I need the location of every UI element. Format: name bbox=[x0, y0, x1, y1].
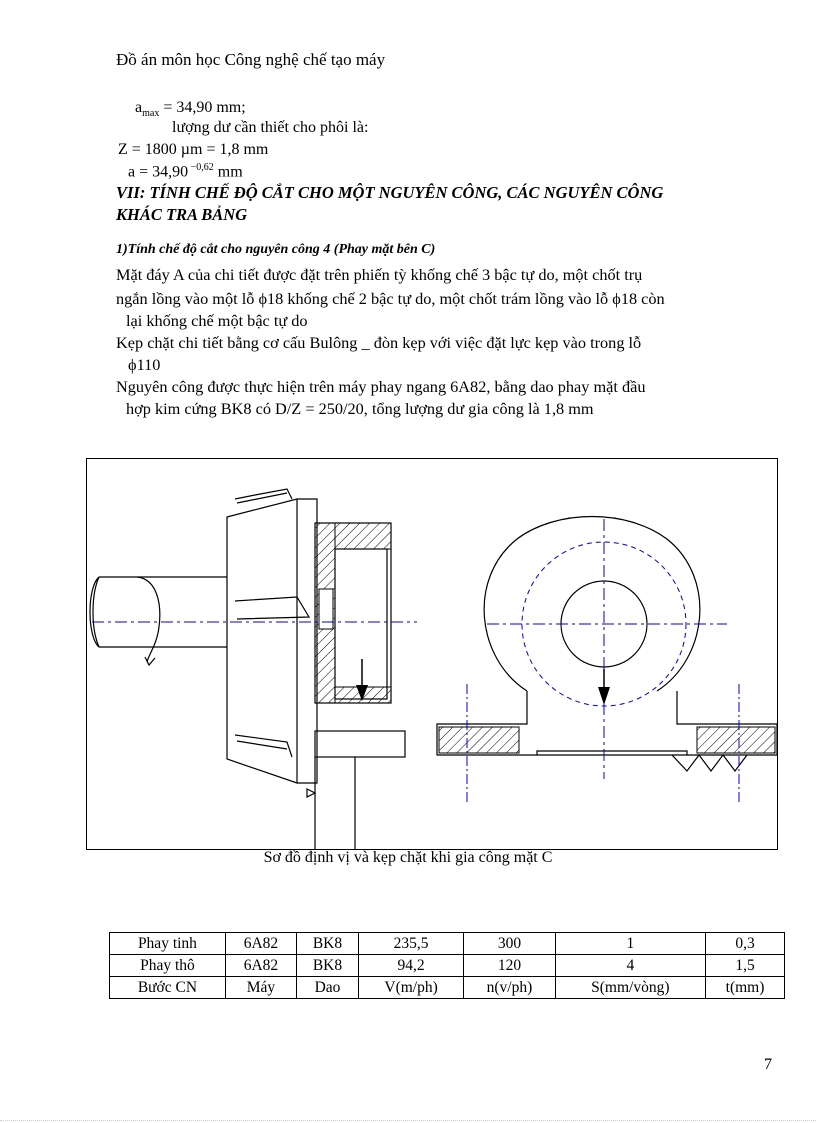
table-cell: Phay tinh bbox=[110, 933, 226, 955]
table-cell: 120 bbox=[464, 955, 555, 977]
table-cell: 6A82 bbox=[225, 933, 296, 955]
paragraph-line: ϕ110 bbox=[128, 355, 161, 374]
table-cell: 1,5 bbox=[706, 955, 785, 977]
cutting-parameters-table bbox=[109, 932, 785, 999]
a-value: a = 34,90 bbox=[128, 163, 189, 181]
table-cell: BK8 bbox=[297, 955, 359, 977]
amax-value: = 34,90 mm; bbox=[159, 99, 246, 116]
table-row bbox=[110, 933, 785, 955]
table-cell: n(v/ph) bbox=[464, 977, 555, 999]
table-cell: 1 bbox=[555, 933, 705, 955]
table-cell: S(mm/vòng) bbox=[555, 977, 705, 999]
table-cell: 0,3 bbox=[706, 933, 785, 955]
z-line: Z = 1800 µm = 1,8 mm bbox=[118, 141, 269, 158]
table-cell: Bước CN bbox=[110, 977, 226, 999]
table-cell: 4 bbox=[555, 955, 705, 977]
table-row bbox=[110, 955, 785, 977]
paragraph-line: Kẹp chặt chi tiết bằng cơ cấu Bulông _ đòn kẹp với việc đặt lực kẹp vào trong lỗ bbox=[116, 333, 642, 352]
table-cell: 6A82 bbox=[225, 955, 296, 977]
a-unit: mm bbox=[213, 163, 243, 181]
section-title-1: VII: TÍNH CHẾ ĐỘ CẮT CHO MỘT NGUYÊN CÔNG, CÁC NGUYÊN CÔNG bbox=[116, 183, 664, 202]
table-cell: V(m/ph) bbox=[358, 977, 463, 999]
section-title-2: KHÁC TRA BẢNG bbox=[116, 205, 248, 224]
a-tolerance: −0,62 bbox=[188, 162, 214, 173]
paragraph-line: lại khống chế một bậc tự do bbox=[126, 311, 308, 330]
amax-subscript: max bbox=[142, 108, 160, 120]
table-row bbox=[110, 977, 785, 999]
page-number: 7 bbox=[764, 1056, 772, 1073]
figure-caption: Sơ đồ định vị và kẹp chặt khi gia công mặt C bbox=[263, 849, 553, 866]
table-cell: Máy bbox=[225, 977, 296, 999]
page-header: Đồ án môn học Công nghệ chế tạo máy bbox=[116, 50, 386, 69]
table-cell: BK8 bbox=[297, 933, 359, 955]
table-cell: Dao bbox=[297, 977, 359, 999]
fixture-diagram bbox=[86, 458, 778, 850]
page-footer-divider bbox=[0, 1120, 816, 1121]
table-cell: 300 bbox=[464, 933, 555, 955]
paragraph-line: Mặt đáy A của chi tiết được đặt trên phiến tỳ khống chế 3 bậc tự do, một chốt trụ bbox=[116, 265, 643, 284]
table-cell: Phay thô bbox=[110, 955, 226, 977]
subsection-title: 1)Tính chế độ cắt cho nguyên công 4 (Phay mặt bên C) bbox=[116, 242, 436, 257]
a-line bbox=[128, 162, 243, 181]
table-cell: 94,2 bbox=[358, 955, 463, 977]
paragraph-line: ngắn lồng vào một lỗ ϕ18 khống chế 2 bậc tự do, một chốt trám lồng vào lỗ ϕ18 còn bbox=[116, 289, 665, 308]
paragraph-line: hợp kim cứng BK8 có D/Z = 250/20, tổng lượng dư gia công là 1,8 mm bbox=[126, 399, 594, 418]
amax-line bbox=[135, 99, 246, 119]
table-cell: t(mm) bbox=[706, 977, 785, 999]
allowance-text: lượng dư cần thiết cho phôi là: bbox=[172, 119, 369, 136]
paragraph-line: Nguyên công được thực hiện trên máy phay ngang 6A82, bằng dao phay mặt đầu bbox=[116, 377, 646, 396]
amax-symbol: a bbox=[135, 99, 143, 116]
table-cell: 235,5 bbox=[358, 933, 463, 955]
fixture-drawing bbox=[87, 459, 777, 849]
